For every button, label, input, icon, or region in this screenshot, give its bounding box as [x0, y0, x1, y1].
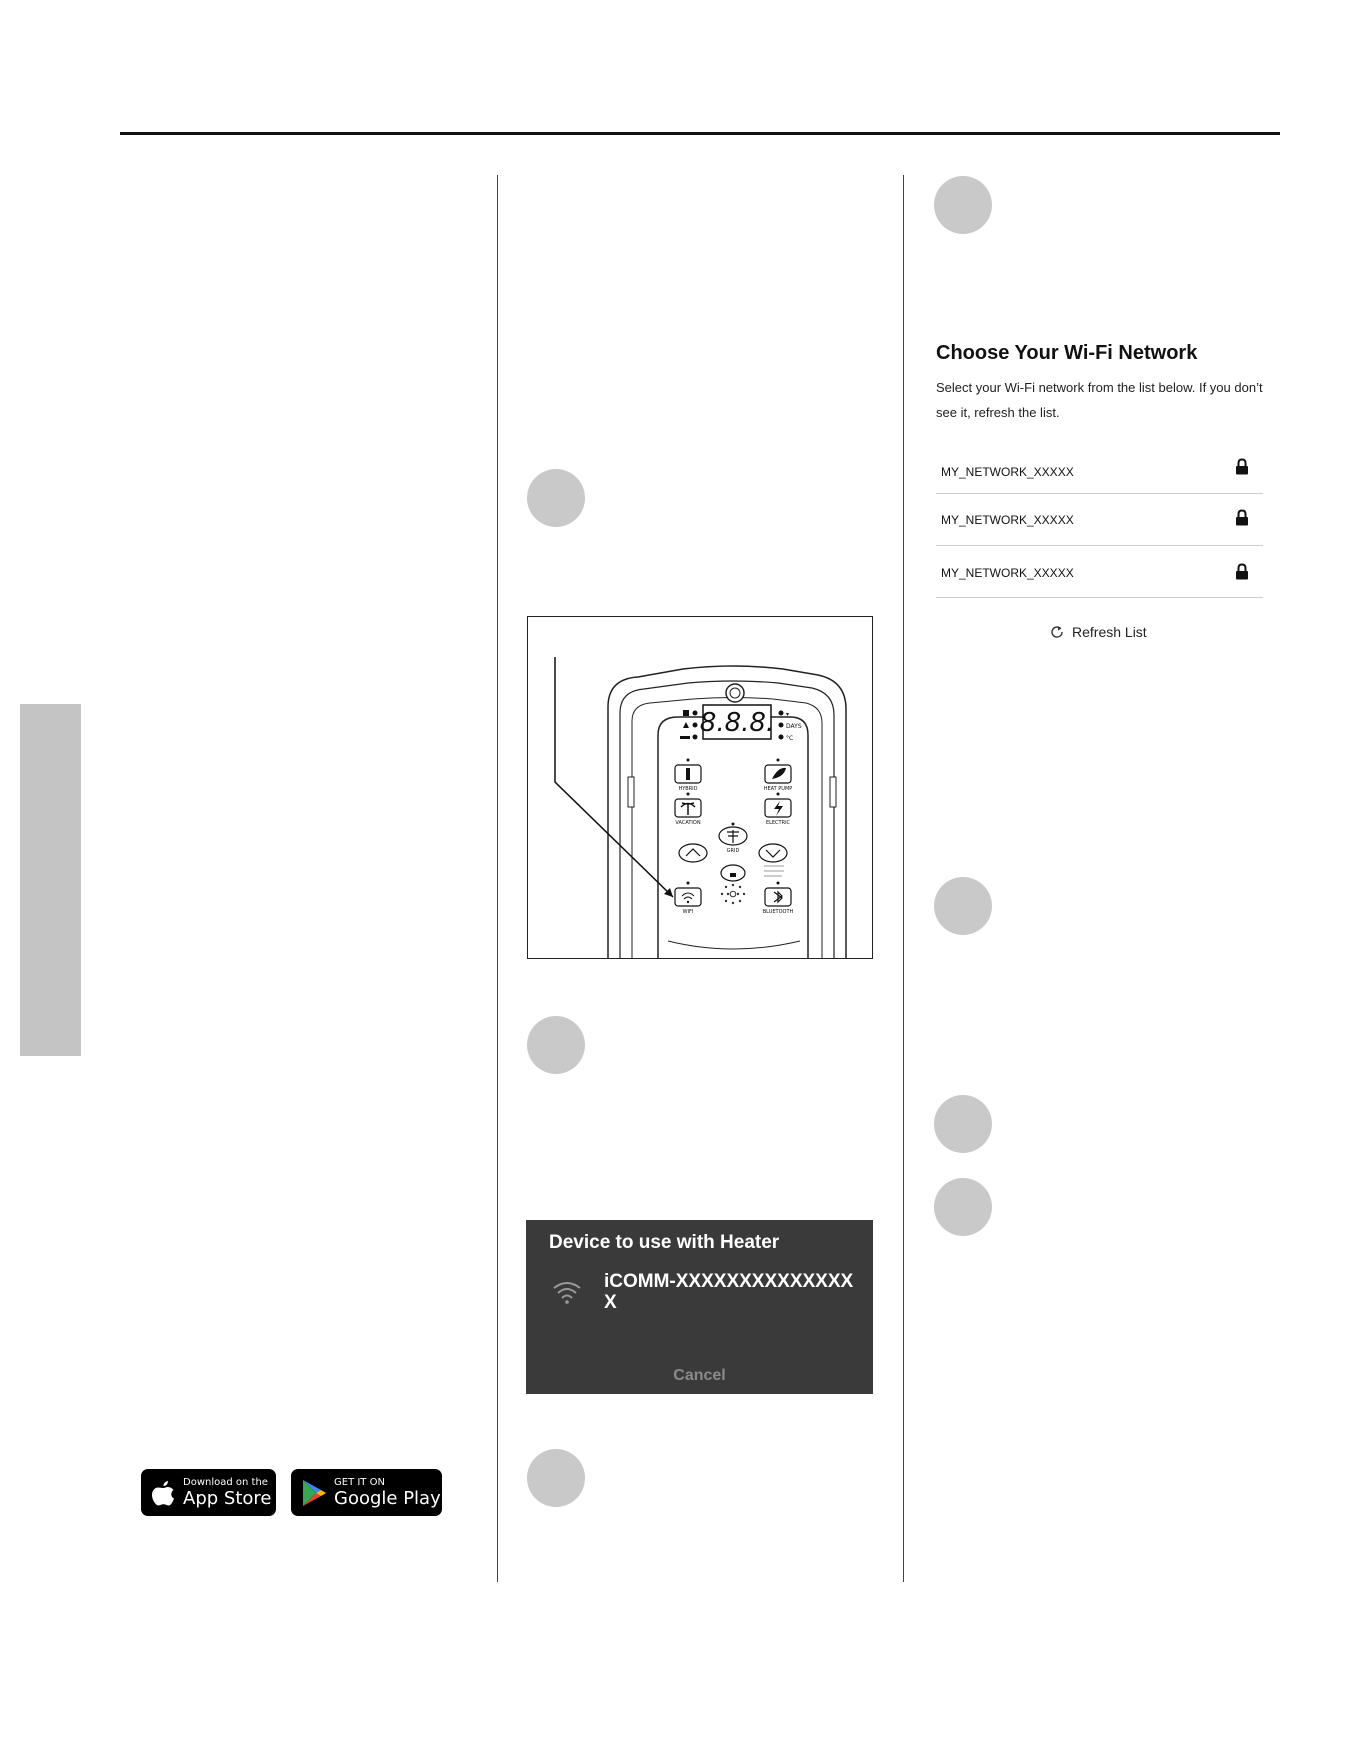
cancel-button[interactable]: Cancel [673, 1367, 726, 1384]
column-divider-right [903, 175, 904, 1582]
svg-text:▾: ▾ [786, 711, 790, 718]
network-name: MY_NETWORK_XXXXX [941, 465, 1074, 479]
google-big-text: Google Play [334, 1487, 441, 1509]
days-indicator: DAYS [786, 723, 802, 730]
hybrid-label: HYBRID [678, 786, 698, 792]
lock-icon [1235, 563, 1249, 580]
wifi-chooser-description: Select your Wi-Fi network from the list below. If you don’t see it, refresh the list. [936, 380, 1263, 420]
appstore-big-text: App Store [183, 1487, 272, 1509]
step-circle [934, 176, 992, 234]
refresh-icon [1050, 625, 1064, 639]
lock-icon [1235, 458, 1249, 475]
appstore-small-text: Download on the [183, 1476, 268, 1488]
wifi-icon [552, 1279, 582, 1305]
dialog-title: Device to use with Heater [549, 1232, 780, 1253]
wifi-label: WIFI [682, 909, 694, 915]
heater-panel-illustration [528, 617, 873, 959]
network-name: MY_NETWORK_XXXXX [941, 513, 1074, 527]
google-small-text: GET IT ON [334, 1476, 385, 1488]
google-play-badge[interactable] [291, 1469, 442, 1516]
network-row[interactable] [936, 494, 1263, 546]
device-name[interactable]: iCOMM-XXXXXXXXXXXXXXX [604, 1271, 854, 1313]
wifi-chooser-title: Choose Your Wi-Fi Network [936, 342, 1198, 364]
celsius-indicator: °C [786, 735, 794, 742]
lock-icon [1235, 509, 1249, 526]
refresh-list-button[interactable] [1050, 624, 1147, 640]
grid-label: GRID [726, 848, 740, 854]
led-display-text: 8.8.8. [699, 708, 775, 738]
network-row[interactable] [936, 442, 1263, 494]
column-divider-left [497, 175, 498, 1582]
step-circle [934, 877, 992, 935]
apple-icon [149, 1477, 177, 1509]
network-row[interactable] [936, 546, 1263, 598]
up-arrow-button[interactable] [679, 844, 707, 862]
step-circle [527, 469, 585, 527]
step-circle [934, 1095, 992, 1153]
top-rule [120, 132, 1280, 135]
step-circle [934, 1178, 992, 1236]
step-circle [527, 1016, 585, 1074]
callout-line [555, 657, 673, 897]
vacation-label: VACATION [675, 820, 701, 826]
step-circle [527, 1449, 585, 1507]
google-play-icon [300, 1478, 328, 1508]
down-arrow-button[interactable] [759, 844, 787, 862]
electric-label: ELECTRIC [765, 820, 791, 826]
device-dialog [526, 1220, 873, 1394]
app-store-badge[interactable] [141, 1469, 276, 1516]
heater-panel-figure [527, 616, 873, 959]
side-tab [20, 704, 81, 1056]
bluetooth-label: BLUETOOTH [762, 909, 794, 915]
network-name: MY_NETWORK_XXXXX [941, 566, 1074, 580]
refresh-list-label: Refresh List [1072, 624, 1147, 640]
heat-pump-label: HEAT PUMP [763, 786, 793, 792]
